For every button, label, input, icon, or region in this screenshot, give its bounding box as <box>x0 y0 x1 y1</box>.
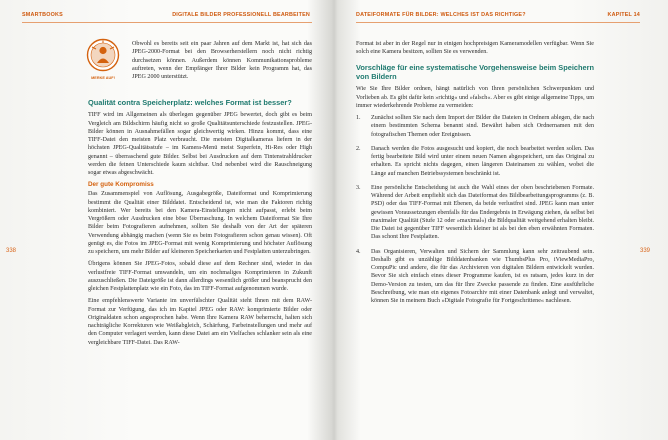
list-item-number: 2. <box>356 145 361 152</box>
list-item-text: Das Organisieren, Verwalten und Sichern der Sammlung kann sehr zeitraubend sein. Deshalb gibt es unzählige Bilddatenbanken wie ThumbsPlus Pro, iViewMediaPro, CompuPic und andere, die für das Archivieren von digitalen Bildern entwickelt wurden. Bevor Sie sich einfach eines dieser Programme kaufen, ist es ratsam, jedes kurz in der Demo-Version zu testen, um das für Ihre Zwecke passende zu finden. Eine ausführliche Beschreibung, wie man ein eigenes Fotoarchiv mit einer Datenbank anlegt und verwaltet, können Sie in meinem Buch »Digitale Fotografie für Fortgeschrittene« nachlesen. <box>371 248 594 305</box>
left-section-heading: Qualität contra Speicherplatz: welches Format ist besser? <box>88 98 292 107</box>
right-header-rule <box>356 22 640 23</box>
numbered-list <box>356 114 594 305</box>
right-paragraph-1: Wie Sie Ihre Bilder ordnen, hängt natürlich von Ihren persönlichen Schwerpunkten und Vorlieben ab. Es gibt dafür kein »richtig« und »falsch«. Aber es gibt einige allgemeine Tipps, um immer wiederkehrende Probleme zu vermeiden: <box>356 86 594 109</box>
list-item <box>356 114 594 139</box>
left-intro-paragraph: Obwohl es bereits seit ein paar Jahren auf dem Markt ist, hat sich das JPEG-2000-Format bei den Browserherstellern noch nicht richtig durchsetzen können. Außerdem können Kommunikationsprobleme auftreten, wenn der Empfänger Ihrer Bilder kein Programm hat, das JPEG 2000 unterstützt. <box>132 41 312 80</box>
list-item-number: 4. <box>356 248 361 255</box>
left-paragraph-1: TIFF wird im Allgemeinen als überlegen gegenüber JPEG bewertet, doch gibt es beim Vergleich am Bildschirm häufig nicht so große Qualitätsunterschiede festzustellen. JPEG-Bilder können in Ausnahmefällen sogar gleichwertig wirken. Hinzu kommt, dass eine TIFF-Datei den meisten Platz verbraucht. Die meisten Digitalkameras liefern in der höchsten JPEG-Qualitätsstufe – im Kamera-Menü meist Superfein, Hi-Res oder High genannt – überraschend gute Bilder. Selbst bei Ausdrucken auf dem Tintenstrahldrucker werden die feinen Unterschiede kaum sichtbar. Und nebenbei wird die Rauschneigung sogar etwas abgeschwächt. <box>88 112 312 177</box>
list-item-number: 1. <box>356 115 361 122</box>
list-item-text: Zunächst sollten Sie nach dem Import der Bilder die Dateien in Ordnern ablegen, die nach einem bestimmten Schema benannt sind. Bewährt haben sich Ordnernamen mit den fotografischen Themen oder Ereignissen. <box>371 115 594 138</box>
list-item <box>356 145 594 178</box>
left-page-number: 338 <box>6 248 17 254</box>
left-subheading: Der gute Kompromiss <box>88 181 154 189</box>
right-main-column <box>356 40 594 311</box>
list-item-text: Danach werden die Fotos ausgesucht und kopiert, die noch bearbeitet werden sollen. Das fertig bearbeitete Bild wird unter einem neuen Namen abgespeichert, um das Original zu erhalten. Es spricht nichts dagegen, einen längeren Dateinamen zu wählen, wobei die Länge auf manchen Betriebssystemen beschränkt ist. <box>371 145 594 177</box>
left-header-chapter-title: DIGITALE BILDER PROFESSIONELL BEARBEITEN <box>172 12 310 18</box>
left-main-column <box>88 92 312 351</box>
right-page-number: 339 <box>640 248 651 254</box>
hint-badge-caption: MERKE AUF! <box>91 76 115 80</box>
list-item <box>356 184 594 242</box>
left-paragraph-4: Eine empfehlenswerte Variante im unverfälschter Qualität steht Ihnen mit dem RAW-Format zur Verfügung, das ich im Kapitel JPEG oder RAW: komprimierte Bilder oder Originaldaten schon angesprochen habe. Wenn Ihre Kamera RAW beherrscht, halten sich nachträgliche Korrekturen wie Weißabgleich, Schärfung, Farbeinstellungen und mehr auf den Computer verlagert werden, kann diese Datei am ein Vielfaches schlanker sein als eine vergleichbare TIFF-Datei. Das RAW- <box>88 298 312 346</box>
left-paragraph-3: Übrigens können Sie JPEG-Fotos, sobald diese auf dem Rechner sind, wieder in das verlustfreie TIFF-Format umwandeln, um ein nochmaliges Komprimieren in Zukunft auszuschließen. Die Dateigröße ist dann allerdings wesentlich größer und beansprucht den gleichen Festplattenplatz wie ein Foto, das im TIFF-Format aufgenommen wurde. <box>88 261 312 293</box>
right-intro-paragraph: Format ist aber in der Regel nur in einigen hochpreisigen Kameramodellen verfügbar. Wenn Sie solch eine Kamera besitzen, sollten Sie es verwenden. <box>356 41 594 56</box>
list-item-text: Eine persönliche Entscheidung ist auch die Wahl eines der oben beschriebenen Formate. Während der Arbeit empfiehlt sich das Dateiformat des Bildbearbeitungsprogramms (z. B. PSD) oder das TIFF-Format mit Ebenen, da beide verlustfrei sind. JPEG kann man unter gewissen Voraussetzungen ebenfalls für das Endergebnis in Erwägung ziehen, da selbst bei maximaler Qualität (Stufe 12 oder »maximal«) die Bildqualität weitgehend erhalten bleibt. Die Datei ist gegenüber TIFF wesentlich kleiner ist als bei den eben erwähnten Formaten. Das schont Ihre Festplatten. <box>371 184 594 241</box>
left-header-book-title: SMARTBOOKS <box>22 12 63 18</box>
right-section-heading: Vorschläge für eine systematische Vorgehensweise beim Speichern von Bildern <box>356 62 594 81</box>
left-header-rule <box>22 22 312 23</box>
left-intro-column <box>132 40 312 85</box>
right-header-chapter-title: DATEIFORMATE FÜR BILDER: WELCHES IST DAS RICHTIGE? <box>356 12 526 18</box>
list-item <box>356 248 594 306</box>
right-page <box>334 0 668 440</box>
hint-badge-icon <box>86 38 120 72</box>
left-paragraph-2: Das Zusammenspiel von Auflösung, Ausgabegröße, Dateiformat und Komprimierung bestimmt die Qualität einer Bilddatei. Entscheidend ist, wie man die Faktoren richtig kombiniert. Wer bereits bei den Kamera-Einstellungen nicht aufpasst, erlebt beim Vergrößern oder Ausdrucken eine böse Überraschung. In welchem Dateiformat Sie Ihre Bilder beim Fotografieren aufnehmen, sollten Sie deshalb von der Art der späteren Verwendung abhängig machen (wenn Sie es beim Fotografieren schon genau wissen). Oft genügt es, die Fotos im JPEG-Format mit wenig Komprimierung und höchster Auflösung zu speichern, um mehr Bilder auf kleineren Speicherkarten und Festplatten unterzubringen. <box>88 191 312 256</box>
right-header-chapter-number: KAPITEL 14 <box>607 12 640 18</box>
list-item-number: 3. <box>356 184 361 191</box>
